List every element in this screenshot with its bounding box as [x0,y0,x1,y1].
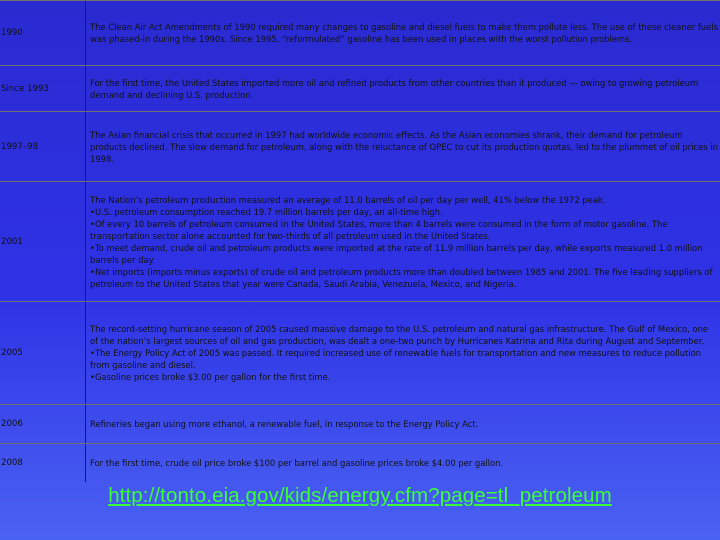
description-line: Refineries began using more ethanol, a renewable fuel, in response to the Energy Policy Act. [90,419,479,429]
timeline-row-2001 [0,181,720,301]
description-line: The Clean Air Act Amendments of 1990 required many changes to gasoline and diesel fuels to make them pollute less. The use of these cleaner fuels was phased-in during the 1990s. Since 1995, “reformulated” gasoline has been used in places with the worst pollution problems. [90,22,718,44]
row-year: Since 1993 [0,66,86,111]
timeline-row-2005 [0,301,720,404]
description-line: The Asian financial crisis that occurred in 1997 had worldwide economic effects. As the Asian economies shrank, their demand for petroleum products declined. The slow demand for petroleum, along with the reluctance of OPEC to cut its production quotas, led to the plummet of oil prices in 1998. [90,129,718,164]
row-year: 2008 [0,444,86,482]
description-bullet: •To meet demand, crude oil and petroleum products were imported at the rate of 11.9 million barrels per day, while exports measured 1.0 million barrels per day. [90,242,703,265]
source-link[interactable]: http://tonto.eia.gov/kids/energy.cfm?page=tl_petroleum [108,484,612,507]
row-description [86,444,720,482]
description-line: The Nation’s petroleum production measured an average of 11.0 barrels of oil per day per well, 41% below the 1972 peak. [90,194,606,205]
description-bullet: •Gasoline prices broke $3.00 per gallon for the first time. [90,372,331,382]
row-description [86,182,720,301]
row-description [86,405,720,443]
timeline-row-1990 [0,0,720,65]
row-year: 2001 [0,182,86,301]
timeline-row-2006 [0,404,720,443]
timeline-row-2008 [0,443,720,482]
row-description [86,1,720,65]
timeline-row-since-1993 [0,65,720,111]
row-year: 2005 [0,302,86,404]
description-line: The record-setting hurricane season of 2005 caused massive damage to the U.S. petroleum and natural gas infrastructure. The Gulf of Mexico, one of the nation’s largest sources of oil and gas production, was dealt a one-two punch by Hurricanes Katrina and Rita during August and September. [90,324,709,346]
row-description [86,112,720,181]
row-year: 2006 [0,405,86,443]
description-bullet: •The Energy Policy Act of 2005 was passed. It required increased use of renewable fuels for transportation and new measures to reduce pollution from gasoline and diesel. [90,348,702,370]
description-line: For the first time, crude oil price broke $100 per barrel and gasoline prices broke $4.00 per gallon. [90,458,504,468]
row-description [86,66,720,111]
row-description [86,302,720,404]
timeline-row-1997-98 [0,111,720,181]
description-bullet: •U.S. petroleum consumption reached 19.7 million barrels per day, an all-time high. [90,206,443,217]
description-line: For the first time, the United States imported more oil and refined products from other countries than it produced — owing to growing petroleum demand and declining U.S. production. [90,77,699,100]
description-bullet: •Of every 10 barrels of petroleum consumed in the United States, more than 4 barrels were consumed in the form of motor gasoline. The transportation sector alone accounted for two-thirds of all petroleum used in the United States. [90,218,668,241]
description-bullet: •Net imports (imports minus exports) of crude oil and petroleum products more than doubled between 1985 and 2001. The five leading suppliers of petroleum to the United States that year were Canada, Saudi Arabia, Venezuela, Mexico, and Nigeria. [90,266,713,289]
row-year: 1990 [0,1,86,65]
row-year: 1997–98 [0,112,86,181]
